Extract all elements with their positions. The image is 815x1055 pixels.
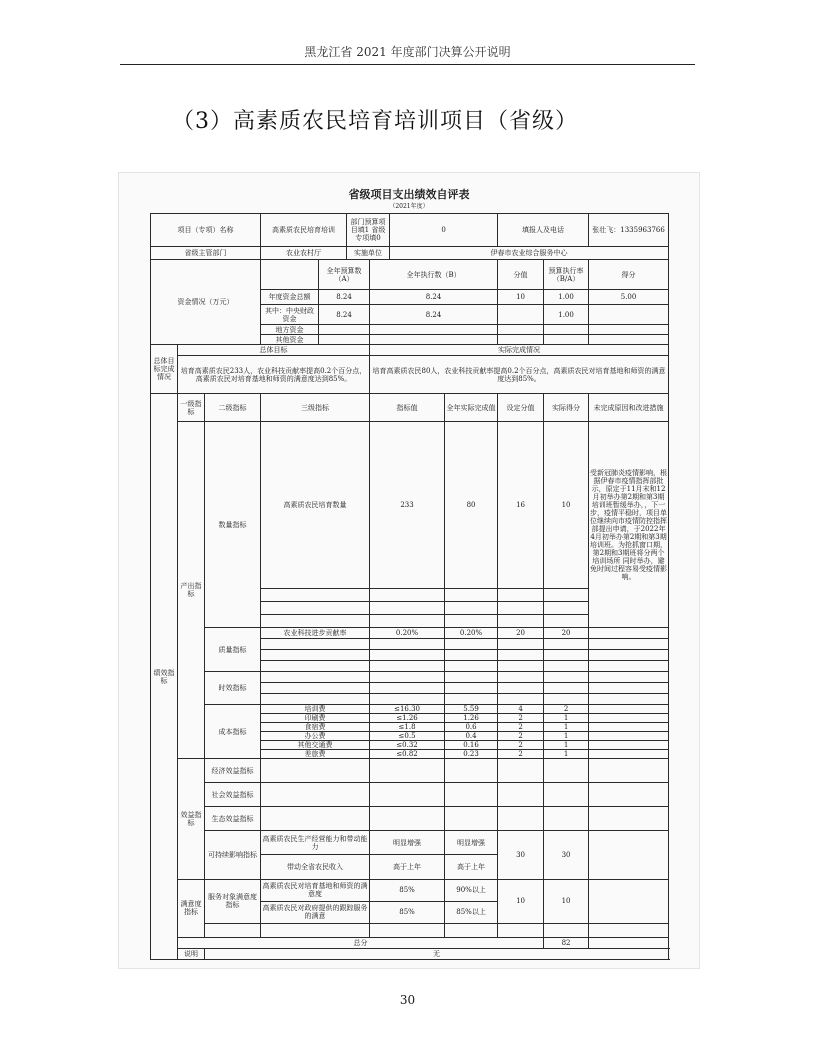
output-label: 产出指标 (178, 422, 205, 759)
goals-label: 总体目标完成情况 (151, 345, 178, 394)
goals-target-text: 培育高素质农民233人，农业科技贡献率提高0.2个百分点，高素质农民对培育基地和师资的满意度达到85%。 (178, 356, 370, 394)
supervisor-label: 省级主管部门 (151, 247, 261, 260)
quality-label: 质量指标 (205, 628, 261, 672)
cost-target: ≤16.30 (370, 705, 445, 714)
service-item: 高素质农民对培育基地和师资的满意度 (261, 879, 370, 901)
eco-row (151, 807, 669, 831)
goals-actual-header: 实际完成情况 (370, 345, 669, 356)
cost-score: 2 (498, 714, 544, 723)
quantity-actual: 80 (445, 422, 498, 588)
goals-header-row (151, 345, 669, 356)
cost-actual: 0.23 (445, 750, 498, 759)
goals-content-row (151, 356, 669, 394)
funds-rate-header: 预算执行率（B/A） (544, 260, 589, 290)
quality-score: 20 (498, 628, 544, 639)
funds-row-name: 其中：中央财政资金 (261, 305, 319, 325)
cost-actual: 5.59 (445, 705, 498, 714)
service-actual: 85%以上 (445, 901, 498, 923)
cost-target: ≤1.26 (370, 714, 445, 723)
blank-row (151, 923, 669, 937)
quantity-score: 16 (498, 422, 544, 588)
service-item: 高素质农民对政府提供的跟踪服务的满意 (261, 901, 370, 923)
funds-row-name: 地方资金 (261, 325, 319, 335)
satisfaction-label: 满意度指标 (178, 879, 205, 937)
total-value: 82 (544, 937, 589, 948)
project-info-row (151, 214, 669, 247)
funds-row-rate: 1.00 (544, 290, 589, 305)
quality-target: 0.20% (370, 628, 445, 639)
form-title: 省级项目支出绩效自评表 (348, 188, 470, 201)
funds-row-score (498, 305, 544, 325)
cost-points: 1 (544, 714, 589, 723)
dept-code-label: 部门预算项目填1 省级专项填0 (347, 214, 390, 247)
cost-score: 2 (498, 723, 544, 732)
quality-row (151, 628, 669, 639)
funds-exec-header: 全年执行数（B） (370, 260, 498, 290)
service-row (151, 879, 669, 901)
funds-score-header: 分值 (498, 260, 544, 290)
cost-row (151, 705, 669, 714)
funds-row-name: 其他资金 (261, 335, 319, 345)
project-name: 高素质农民培育培训 (261, 214, 347, 247)
service-actual: 90%以上 (445, 879, 498, 901)
perf-l1-header: 一级指标 (178, 394, 205, 422)
cost-actual: 0.6 (445, 723, 498, 732)
sustain-row (151, 831, 669, 855)
quality-actual: 0.20% (445, 628, 498, 639)
perf-header-row (151, 394, 669, 422)
service-score: 10 (498, 879, 544, 923)
cost-points: 1 (544, 732, 589, 741)
total-label: 总分 (178, 937, 544, 948)
perf-points-header: 实际得分 (544, 394, 589, 422)
cost-item: 食宿费 (261, 723, 370, 732)
perf-l2-header: 二级指标 (205, 394, 261, 422)
sustain-item: 高素质农民生产经营能力和带动能力 (261, 831, 370, 855)
funds-row-budget: 8.24 (319, 305, 370, 325)
social-label: 社会效益指标 (205, 783, 261, 807)
funds-row-budget (319, 335, 370, 345)
sustain-score: 30 (498, 831, 544, 879)
eco-label: 生态效益指标 (205, 807, 261, 831)
perf-score-header: 设定分值 (498, 394, 544, 422)
funds-row-points (589, 325, 669, 335)
funds-row-points (589, 335, 669, 345)
quantity-row (151, 422, 669, 588)
perf-l3-header: 三级指标 (261, 394, 370, 422)
service-target: 85% (370, 901, 445, 923)
funds-blank-cell (261, 260, 319, 290)
funds-row-score (498, 325, 544, 335)
impl-value: 伊春市农业综合服务中心 (390, 247, 669, 260)
section-title: （3）高素质农民培育培训项目（省级） (172, 109, 578, 134)
header-rule (120, 64, 695, 65)
sustain-actual: 高于上年 (445, 855, 498, 879)
cost-target: ≤0.5 (370, 732, 445, 741)
social-row (151, 783, 669, 807)
cost-score: 2 (498, 750, 544, 759)
funds-budget-header: 全年预算数（A） (319, 260, 370, 290)
evaluation-form (150, 213, 668, 960)
cost-score: 2 (498, 741, 544, 750)
cost-points: 1 (544, 723, 589, 732)
supervisor-row (151, 247, 669, 260)
evaluation-table (150, 213, 669, 960)
cost-item: 办公费 (261, 732, 370, 741)
note-row (151, 948, 669, 959)
goals-target-header: 总体目标 (178, 345, 370, 356)
supervisor-value: 农业农村厅 (261, 247, 347, 260)
cost-actual: 0.16 (445, 741, 498, 750)
total-row (151, 937, 669, 948)
funds-points-header: 得分 (589, 260, 669, 290)
funds-row-exec (370, 335, 498, 345)
funds-row-exec: 8.24 (370, 305, 498, 325)
quantity-item: 高素质农民培育数量 (261, 422, 370, 588)
project-label: 项目（专项）名称 (151, 214, 261, 247)
note-value: 无 (205, 948, 669, 959)
funds-label: 资金情况（万元） (151, 260, 261, 345)
service-points: 10 (544, 879, 589, 923)
quality-item: 农业科技进步贡献率 (261, 628, 370, 639)
cost-actual: 1.26 (445, 714, 498, 723)
funds-row-exec (370, 325, 498, 335)
funds-row-score (498, 335, 544, 345)
quantity-target: 233 (370, 422, 445, 588)
funds-row-name: 年度资金总额 (261, 290, 319, 305)
quantity-reason: 受新冠肺炎疫情影响，根据伊春市疫情指挥部批示，原定于11月末和12月初举办第2期和第3期培训班暂缓举办，，下一步，疫情平稳时，项目单位继续向市疫情防控指挥部提出申请，于2022年4月初举办第2期和第3期培训班。为抢抓窗口期，第2期和3期班将分两个培训场所 同时举办，避免时间过程容易受疫情影响。 (589, 422, 669, 628)
impl-label: 实施单位 (347, 247, 390, 260)
cost-item: 其他交通费 (261, 741, 370, 750)
funds-row-points (589, 305, 669, 325)
timely-label: 时效指标 (205, 672, 261, 705)
econ-label: 经济效益指标 (205, 759, 261, 783)
cost-target: ≤0.82 (370, 750, 445, 759)
sustain-label: 可持续影响指标 (205, 831, 261, 879)
perf-target-header: 指标值 (370, 394, 445, 422)
quantity-points: 10 (544, 422, 589, 588)
contact-label: 填报人及电话 (498, 214, 589, 247)
cost-points: 1 (544, 750, 589, 759)
service-target: 85% (370, 879, 445, 901)
dept-code-value: 0 (390, 214, 498, 247)
page-number: 30 (399, 993, 416, 1007)
funds-row-budget (319, 325, 370, 335)
perf-actual-header: 全年实际完成值 (445, 394, 498, 422)
cost-item: 培训费 (261, 705, 370, 714)
funds-row-rate: 1.00 (544, 305, 589, 325)
document-header: 黑龙江省 2021 年度部门决算公开说明 (304, 45, 511, 59)
goals-actual-text: 培育高素质农民80人，农业科技贡献率提高0.2个百分点，高素质农民对培育基地和师资的满意度达到85%。 (370, 356, 669, 394)
sustain-actual: 明显增强 (445, 831, 498, 855)
perf-label: 绩效指标 (151, 394, 178, 960)
econ-row (151, 759, 669, 783)
sustain-target: 高于上年 (370, 855, 445, 879)
timely-row (151, 672, 669, 683)
cost-target: ≤1.8 (370, 723, 445, 732)
funds-row-rate (544, 335, 589, 345)
sustain-target: 明显增强 (370, 831, 445, 855)
cost-item: 印刷费 (261, 714, 370, 723)
funds-row-points: 5.00 (589, 290, 669, 305)
form-year: （2021年度） (389, 203, 429, 210)
benefit-label: 效益指标 (178, 759, 205, 879)
cost-actual: 0.4 (445, 732, 498, 741)
cost-target: ≤0.32 (370, 741, 445, 750)
quality-points: 20 (544, 628, 589, 639)
cost-score: 2 (498, 732, 544, 741)
service-label: 服务对象满意度指标 (205, 879, 261, 923)
cost-item: 差旅费 (261, 750, 370, 759)
cost-points: 2 (544, 705, 589, 714)
funds-row-budget: 8.24 (319, 290, 370, 305)
funds-header-row (151, 260, 669, 290)
sustain-item: 带动全省农民收入 (261, 855, 370, 879)
contact-value: 张壮飞：1335963766 (589, 214, 669, 247)
cost-points: 1 (544, 741, 589, 750)
funds-row-score: 10 (498, 290, 544, 305)
funds-row-rate (544, 325, 589, 335)
sustain-points: 30 (544, 831, 589, 879)
cost-label: 成本指标 (205, 705, 261, 759)
cost-score: 4 (498, 705, 544, 714)
perf-reason-header: 未完成原因和改进措施 (589, 394, 669, 422)
note-label: 说明 (178, 948, 205, 959)
funds-row-exec: 8.24 (370, 290, 498, 305)
quantity-label: 数量指标 (205, 422, 261, 628)
